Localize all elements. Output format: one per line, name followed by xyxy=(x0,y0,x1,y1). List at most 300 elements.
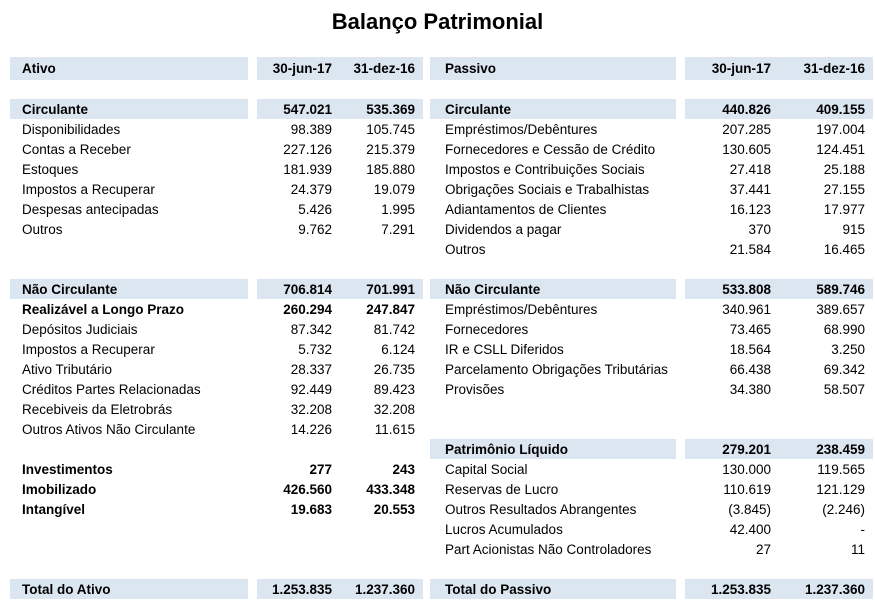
row-label: Ativo Tributário xyxy=(22,361,113,377)
row-values xyxy=(257,239,423,259)
ativo-column-header: Ativo xyxy=(10,57,248,80)
value-dez16: 20.553 xyxy=(373,501,415,517)
value-dez16 xyxy=(779,559,873,579)
column-gap xyxy=(676,419,685,439)
column-gap xyxy=(676,279,685,299)
ativo-row-impostos-a-recuperar xyxy=(10,339,423,359)
passivo-table xyxy=(430,57,873,599)
row-label: Outros xyxy=(445,241,486,257)
column-gap xyxy=(248,479,257,499)
row-label xyxy=(430,399,676,419)
row-label: Fornecedores e Cessão de Crédito xyxy=(445,141,656,157)
value-dez16: 89.423 xyxy=(373,381,415,397)
row-values xyxy=(257,559,423,579)
row-values xyxy=(685,359,873,379)
value-jun17: 370 xyxy=(748,221,771,237)
row-label: Impostos a Recuperar xyxy=(22,341,155,357)
value-jun17: 1.253.835 xyxy=(271,581,332,597)
value-dez16: 197.004 xyxy=(816,121,865,137)
row-values xyxy=(685,419,873,439)
ativo-row-realizavel-a-longo-prazo xyxy=(10,299,423,319)
value-jun17: 279.201 xyxy=(722,441,771,457)
value-dez16: 58.507 xyxy=(823,381,865,397)
value-jun17: 207.285 xyxy=(722,121,771,137)
column-gap xyxy=(676,539,685,559)
column-gap xyxy=(248,99,257,119)
row-values xyxy=(685,139,873,159)
row-values xyxy=(257,419,423,439)
value-dez16 xyxy=(779,259,873,279)
row-label: Obrigações Sociais e Trabalhistas xyxy=(445,181,650,197)
row-label: Não Circulante xyxy=(430,279,676,299)
ativo-rows xyxy=(10,99,423,599)
row-label: Intangível xyxy=(22,501,86,517)
row-values xyxy=(257,159,423,179)
row-values xyxy=(685,379,873,399)
column-gap xyxy=(248,499,257,519)
row-label: Total do Ativo xyxy=(10,579,248,599)
row-label: Créditos Partes Relacionadas xyxy=(22,381,201,397)
column-gap xyxy=(676,559,685,579)
value-jun17: 706.814 xyxy=(283,281,332,297)
row-label: Circulante xyxy=(10,99,248,119)
value-jun17: 426.560 xyxy=(283,481,332,497)
value-dez16: 124.451 xyxy=(816,141,865,157)
column-gap xyxy=(248,319,257,339)
row-values xyxy=(685,219,873,239)
row-values xyxy=(685,519,873,539)
value-jun17: 277 xyxy=(309,461,332,477)
value-jun17: 92.449 xyxy=(290,381,332,397)
ativo-row-disponibilidades xyxy=(10,119,423,139)
column-gap xyxy=(676,459,685,479)
row-values xyxy=(685,159,873,179)
value-jun17: 130.000 xyxy=(722,461,771,477)
value-dez16: 535.369 xyxy=(366,101,415,117)
row-label: Imobilizado xyxy=(22,481,97,497)
row-label: Fornecedores xyxy=(445,321,529,337)
row-values xyxy=(257,99,423,119)
column-gap xyxy=(248,219,257,239)
row-values xyxy=(685,399,873,419)
column-gap xyxy=(248,259,257,279)
value-jun17 xyxy=(257,519,340,539)
column-gap xyxy=(676,379,685,399)
column-gap xyxy=(676,399,685,419)
passivo-row-emprestimos-debentures xyxy=(430,299,873,319)
column-gap xyxy=(248,379,257,399)
row-values xyxy=(257,399,423,419)
column-gap xyxy=(676,179,685,199)
value-jun17: 14.226 xyxy=(290,421,332,437)
value-jun17: 66.438 xyxy=(729,361,771,377)
value-jun17: 440.826 xyxy=(722,101,771,117)
row-values xyxy=(257,339,423,359)
column-gap xyxy=(248,57,257,80)
column-gap xyxy=(676,119,685,139)
row-values xyxy=(685,259,873,279)
value-dez16: 433.348 xyxy=(366,481,415,497)
row-values xyxy=(257,359,423,379)
value-jun17: (3.845) xyxy=(728,501,771,517)
ativo-row-imobilizado xyxy=(10,479,423,499)
date-column-header-jun17: 30-jun-17 xyxy=(272,61,332,76)
value-dez16: 3.250 xyxy=(831,341,865,357)
ativo-row-nao-circulante xyxy=(10,279,423,299)
value-jun17: 24.379 xyxy=(290,181,332,197)
passivo-row-outros-resultados-abrangentes xyxy=(430,499,873,519)
value-dez16: 26.735 xyxy=(373,361,415,377)
column-gap xyxy=(248,279,257,299)
value-jun17: 18.564 xyxy=(729,341,771,357)
header-body-spacer xyxy=(10,80,423,99)
row-label xyxy=(10,239,248,259)
row-label xyxy=(430,559,676,579)
report-title: Balanço Patrimonial xyxy=(331,9,544,34)
row-values xyxy=(685,339,873,359)
row-label: Outros xyxy=(22,221,63,237)
ativo-date-headers xyxy=(257,57,423,80)
row-values xyxy=(685,299,873,319)
value-dez16: 11.615 xyxy=(374,421,415,437)
row-label: Contas a Receber xyxy=(22,141,131,157)
value-dez16: 589.746 xyxy=(816,281,865,297)
value-dez16: 1.237.360 xyxy=(354,581,415,597)
value-dez16: 409.155 xyxy=(816,101,865,117)
row-values xyxy=(685,279,873,299)
ativo-row-outros xyxy=(10,219,423,239)
value-dez16 xyxy=(340,519,423,539)
row-values xyxy=(257,539,423,559)
ativo-row-impostos-a-recuperar xyxy=(10,179,423,199)
column-gap xyxy=(676,299,685,319)
value-jun17: 181.939 xyxy=(283,161,332,177)
value-dez16: 1.237.360 xyxy=(804,581,865,597)
column-gap xyxy=(248,399,257,419)
row-label: Despesas antecipadas xyxy=(22,201,159,217)
row-values xyxy=(685,239,873,259)
ativo-row-ativo-tributario xyxy=(10,359,423,379)
value-dez16 xyxy=(340,259,423,279)
value-jun17: 34.380 xyxy=(729,381,771,397)
row-values xyxy=(257,499,423,519)
column-gap xyxy=(248,239,257,259)
row-values xyxy=(257,199,423,219)
value-jun17: 340.961 xyxy=(722,301,771,317)
column-gap xyxy=(248,419,257,439)
row-label xyxy=(10,539,248,559)
row-label: IR e CSLL Diferidos xyxy=(445,341,564,357)
row-label: Part Acionistas Não Controladores xyxy=(445,541,652,557)
row-label: Patrimônio Líquido xyxy=(430,439,676,459)
passivo-row-emprestimos-debentures xyxy=(430,119,873,139)
passivo-row-outros xyxy=(430,239,873,259)
value-jun17 xyxy=(685,419,779,439)
passivo-date-headers xyxy=(685,57,873,80)
column-gap xyxy=(676,219,685,239)
column-gap xyxy=(248,559,257,579)
value-jun17: 19.683 xyxy=(290,501,332,517)
value-jun17 xyxy=(257,439,340,459)
value-dez16: 32.208 xyxy=(373,401,415,417)
ativo-row-blank xyxy=(10,439,423,459)
value-dez16 xyxy=(340,559,423,579)
value-dez16: 185.880 xyxy=(366,161,415,177)
row-values xyxy=(685,179,873,199)
value-jun17 xyxy=(685,399,779,419)
row-label: Empréstimos/Debêntures xyxy=(445,301,598,317)
row-values xyxy=(257,439,423,459)
value-dez16 xyxy=(340,239,423,259)
passivo-rows xyxy=(430,99,873,599)
ativo-row-recebiveis-da-eletrobras xyxy=(10,399,423,419)
row-values xyxy=(257,519,423,539)
value-jun17 xyxy=(257,539,340,559)
value-dez16: 81.742 xyxy=(373,321,415,337)
column-gap xyxy=(676,239,685,259)
column-gap xyxy=(676,479,685,499)
column-gap xyxy=(248,119,257,139)
passivo-row-part-acionistas-nao-controladores xyxy=(430,539,873,559)
row-label: Realizável a Longo Prazo xyxy=(22,301,185,317)
row-values xyxy=(257,219,423,239)
column-gap xyxy=(676,359,685,379)
column-gap xyxy=(676,439,685,459)
row-label: Recebiveis da Eletrobrás xyxy=(22,401,173,417)
value-jun17: 16.123 xyxy=(729,201,771,217)
column-gap xyxy=(248,299,257,319)
column-gap xyxy=(676,139,685,159)
value-jun17: 42.400 xyxy=(729,521,771,537)
value-dez16: 105.745 xyxy=(366,121,415,137)
ativo-row-blank xyxy=(10,239,423,259)
row-values xyxy=(257,259,423,279)
value-jun17 xyxy=(685,259,779,279)
ativo-row-total-do-ativo xyxy=(10,579,423,599)
value-dez16: 121.129 xyxy=(816,481,865,497)
row-label: Total do Passivo xyxy=(430,579,676,599)
value-dez16 xyxy=(779,399,873,419)
ativo-row-depositos-judiciais xyxy=(10,319,423,339)
row-label: Parcelamento Obrigações Tributárias xyxy=(445,361,668,377)
passivo-row-adiantamentos-de-clientes xyxy=(430,199,873,219)
value-dez16: (2.246) xyxy=(822,501,865,517)
value-jun17 xyxy=(257,559,340,579)
row-values xyxy=(257,319,423,339)
row-label: Outros Ativos Não Circulante xyxy=(22,421,196,437)
ativo-row-contas-a-receber xyxy=(10,139,423,159)
header-body-spacer xyxy=(430,80,873,99)
column-gap xyxy=(676,499,685,519)
value-dez16: 17.977 xyxy=(823,201,865,217)
row-label: Capital Social xyxy=(445,461,528,477)
passivo-row-provisoes xyxy=(430,379,873,399)
value-dez16: 68.990 xyxy=(823,321,865,337)
row-values xyxy=(257,139,423,159)
value-jun17 xyxy=(685,559,779,579)
value-jun17: 533.808 xyxy=(722,281,771,297)
value-jun17: 27 xyxy=(755,541,771,557)
value-dez16 xyxy=(340,539,423,559)
row-values xyxy=(685,499,873,519)
value-dez16: 915 xyxy=(842,221,865,237)
row-label: Lucros Acumulados xyxy=(445,521,563,537)
column-gap xyxy=(676,339,685,359)
passivo-column-header: Passivo xyxy=(430,57,676,80)
column-gap xyxy=(676,57,685,80)
row-values xyxy=(257,119,423,139)
row-values xyxy=(257,459,423,479)
column-gap xyxy=(248,579,257,599)
value-dez16: - xyxy=(860,521,865,537)
row-values xyxy=(257,279,423,299)
value-jun17: 5.426 xyxy=(298,201,332,217)
date-column-header-dez16: 31-dez-16 xyxy=(803,61,865,76)
passivo-row-lucros-acumulados xyxy=(430,519,873,539)
value-dez16 xyxy=(340,439,423,459)
passivo-row-blank xyxy=(430,259,873,279)
row-label xyxy=(10,559,248,579)
row-values xyxy=(257,379,423,399)
value-dez16: 6.124 xyxy=(381,341,415,357)
row-values xyxy=(685,439,873,459)
value-jun17: 5.732 xyxy=(298,341,332,357)
column-gap xyxy=(248,199,257,219)
column-gap xyxy=(248,439,257,459)
column-gap xyxy=(676,159,685,179)
value-dez16: 11 xyxy=(850,541,865,557)
row-label: Impostos a Recuperar xyxy=(22,181,155,197)
column-gap xyxy=(248,339,257,359)
passivo-header-row xyxy=(430,57,873,80)
row-values xyxy=(685,199,873,219)
ativo-row-outros-ativos-nao-circulante xyxy=(10,419,423,439)
row-values xyxy=(685,319,873,339)
value-jun17 xyxy=(257,259,340,279)
column-gap xyxy=(676,259,685,279)
passivo-row-blank xyxy=(430,559,873,579)
passivo-row-obrigacoes-sociais-e-trabalhistas xyxy=(430,179,873,199)
value-jun17: 227.126 xyxy=(283,141,332,157)
column-gap xyxy=(676,519,685,539)
ativo-row-creditos-partes-relacionadas xyxy=(10,379,423,399)
ativo-row-blank xyxy=(10,559,423,579)
passivo-row-fornecedores-e-cessao-de-credito xyxy=(430,139,873,159)
value-dez16: 389.657 xyxy=(816,301,865,317)
passivo-row-fornecedores xyxy=(430,319,873,339)
row-label: Adiantamentos de Clientes xyxy=(445,201,607,217)
value-jun17 xyxy=(257,239,340,259)
column-gap xyxy=(676,319,685,339)
value-jun17: 110.619 xyxy=(723,481,771,497)
row-label: Disponibilidades xyxy=(22,121,121,137)
value-jun17: 547.021 xyxy=(283,101,332,117)
row-label: Impostos e Contribuições Sociais xyxy=(445,161,645,177)
row-values xyxy=(685,479,873,499)
column-gap xyxy=(248,519,257,539)
value-jun17: 73.465 xyxy=(729,321,771,337)
row-label: Provisões xyxy=(445,381,505,397)
value-jun17: 21.584 xyxy=(729,241,771,257)
row-label: Depósitos Judiciais xyxy=(22,321,138,337)
row-values xyxy=(685,559,873,579)
row-label: Estoques xyxy=(22,161,79,177)
column-gap xyxy=(248,179,257,199)
value-dez16: 215.379 xyxy=(366,141,415,157)
row-label: Reservas de Lucro xyxy=(445,481,559,497)
row-values xyxy=(685,539,873,559)
date-column-header-dez16: 31-dez-16 xyxy=(353,61,415,76)
column-gap xyxy=(676,579,685,599)
balance-sheet-tables xyxy=(10,57,875,599)
ativo-row-circulante xyxy=(10,99,423,119)
column-gap xyxy=(676,199,685,219)
value-jun17: 27.418 xyxy=(729,161,771,177)
value-jun17: 87.342 xyxy=(290,321,332,337)
value-dez16: 119.565 xyxy=(817,461,865,477)
value-dez16: 243 xyxy=(392,461,415,477)
ativo-row-intangivel xyxy=(10,499,423,519)
value-dez16: 19.079 xyxy=(373,181,415,197)
passivo-row-parcelamento-obrigacoes-tributarias xyxy=(430,359,873,379)
passivo-row-impostos-e-contribuicoes-sociais xyxy=(430,159,873,179)
passivo-row-reservas-de-lucro xyxy=(430,479,873,499)
value-jun17: 1.253.835 xyxy=(710,581,771,597)
ativo-row-blank xyxy=(10,519,423,539)
ativo-header-row xyxy=(10,57,423,80)
row-values xyxy=(257,479,423,499)
passivo-row-capital-social xyxy=(430,459,873,479)
value-jun17: 9.762 xyxy=(298,221,332,237)
passivo-row-blank xyxy=(430,419,873,439)
row-label: Empréstimos/Debêntures xyxy=(445,121,598,137)
passivo-row-dividendos-a-pagar xyxy=(430,219,873,239)
value-jun17: 32.208 xyxy=(290,401,332,417)
row-values xyxy=(257,299,423,319)
passivo-row-patrimonio-liquido xyxy=(430,439,873,459)
ativo-row-investimentos xyxy=(10,459,423,479)
column-gap xyxy=(248,159,257,179)
row-values xyxy=(685,579,873,599)
value-jun17: 98.389 xyxy=(290,121,332,137)
ativo-row-blank xyxy=(10,259,423,279)
value-jun17: 130.605 xyxy=(722,141,771,157)
row-label: Outros Resultados Abrangentes xyxy=(445,501,637,517)
row-values xyxy=(685,99,873,119)
value-dez16: 247.847 xyxy=(366,301,415,317)
ativo-table xyxy=(10,57,423,599)
ativo-row-despesas-antecipadas xyxy=(10,199,423,219)
value-dez16 xyxy=(779,419,873,439)
column-gap xyxy=(248,459,257,479)
value-jun17: 28.337 xyxy=(290,361,332,377)
passivo-row-nao-circulante xyxy=(430,279,873,299)
row-label xyxy=(430,259,676,279)
value-dez16: 25.188 xyxy=(823,161,865,177)
row-values xyxy=(685,459,873,479)
passivo-row-ir-e-csll-diferidos xyxy=(430,339,873,359)
row-label: Dividendos a pagar xyxy=(445,221,562,237)
ativo-row-blank xyxy=(10,539,423,559)
value-dez16: 27.155 xyxy=(823,181,865,197)
column-gap xyxy=(248,139,257,159)
row-label xyxy=(10,439,248,459)
value-dez16: 69.342 xyxy=(823,361,865,377)
row-values xyxy=(257,179,423,199)
value-dez16: 16.465 xyxy=(823,241,865,257)
column-gap xyxy=(248,539,257,559)
row-label: Investimentos xyxy=(22,461,113,477)
